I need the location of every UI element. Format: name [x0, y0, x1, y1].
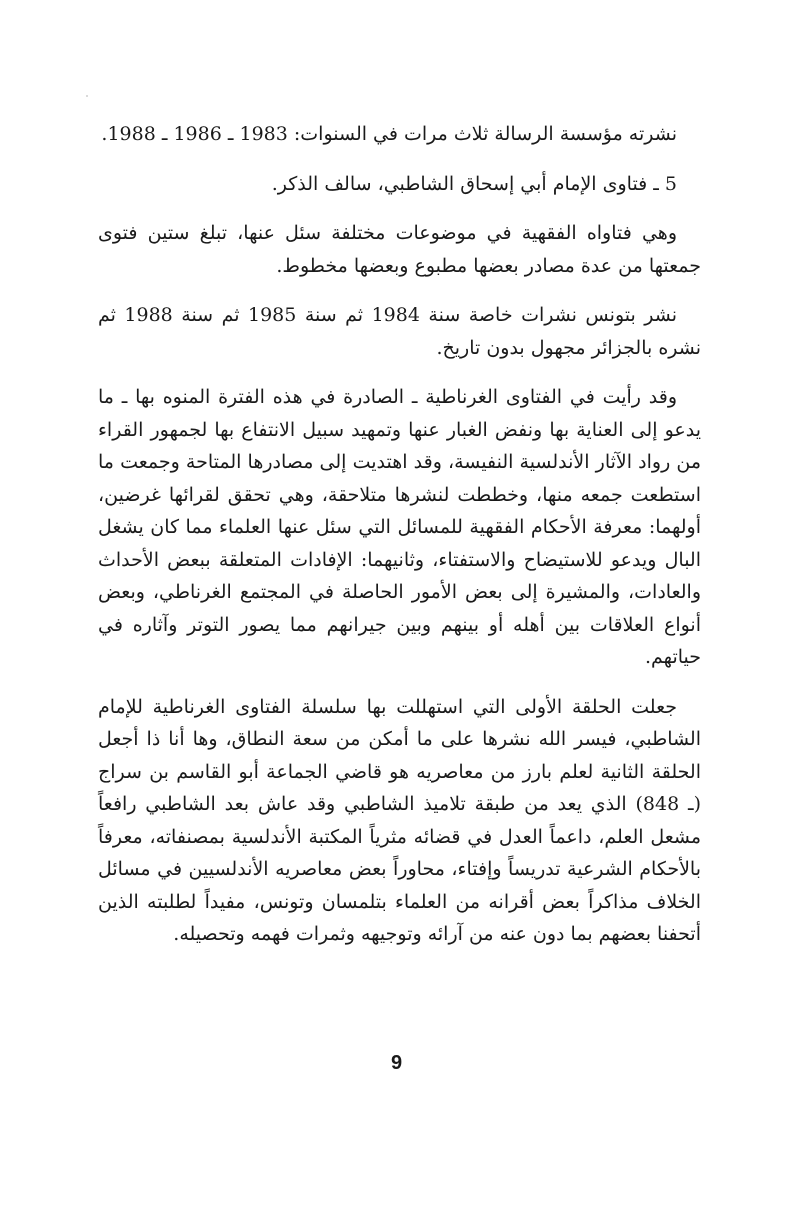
paragraph-publication-history: نشر بتونس نشرات خاصة سنة 1984 ثم سنة 1985 ثم سنة 1988 ثم نشره بالجزائر مجهول بدون تاريخ.: [98, 304, 701, 359]
page-body: [98, 118, 701, 968]
page-number: 9: [390, 1052, 403, 1074]
paragraph-fatwa-description: وهي فتاواه الفقهية في موضوعات مختلفة سئل عنها، تبلغ ستين فتوى جمعتها من عدة مصادر بعضها مطبوع وبعضها مخطوط.: [98, 222, 701, 277]
paragraph-series-introduction: جعلت الحلقة الأولى التي استهللت بها سلسلة الفتاوى الغرناطية للإمام الشاطبي، فيسر الله نشرها على ما أمكن من سعة النطاق، وها أنا ذا أجعل الحلقة الثانية لعلم بارز من معاصريه هو قاضي الجماعة أبو القاسم بن سراج (ـ 848) الذي يعد من طبقة تلاميذ الشاطبي وقد عاش بعد الشاطبي رافعاً مشعل العلم، داعماً العدل في قضائه مثرياً المكتبة الأندلسية بمصنفاته، معرفاً بالأحكام الشرعية تدريساً وإفتاء، محاوراً بعض معاصريه الأندلسيين في مسائل الخلاف مذاكراً بعض أقرانه من العلماء بتلمسان وتونس، مفيداً لطلبته الذين أتحفنا بعضهم بما دون عنه من آرائه وتوجيهه وثمرات فهمه وتحصيله.: [98, 695, 701, 945]
list-item-5: 5 ـ فتاوى الإمام أبي إسحاق الشاطبي، سالف الذكر.: [271, 172, 677, 195]
paragraph-publication-note: نشرته مؤسسة الرسالة ثلاث مرات في السنوات: 1983 ـ 1986 ـ 1988.: [101, 123, 677, 145]
paragraph-granada-fatwas: وقد رأيت في الفتاوى الغرناطية ـ الصادرة في هذه الفترة المنوه بها ـ ما يدعو إلى العناية بها ونفض الغبار عنها وتمهيد سبيل الانتفاع بها لجمهور القراء من رواد الآثار الأندلسية النفيسة، وقد اهتديت إلى مصادرها المتاحة وجمعت ما استطعت جمعه منها، وخططت لنشرها متلاحقة، وهي تحقق لقرائها غرضين، أولهما: معرفة الأحكام الفقهية للمسائل التي سئل عنها العلماء مما كان يشغل البال ويدعو للاستيضاح والاستفتاء، وثانيهما: الإفادات المتعلقة ببعض الأحداث والعادات، والمشيرة إلى بعض الأمور الحاصلة في المجتمع الغرناطي، وبعض أنواع العلاقات بين أهله أو بينهم وبين جيرانهم مما يصور التوتر وآثاره في حياتهم.: [98, 386, 701, 668]
paper-speck: [86, 95, 88, 97]
